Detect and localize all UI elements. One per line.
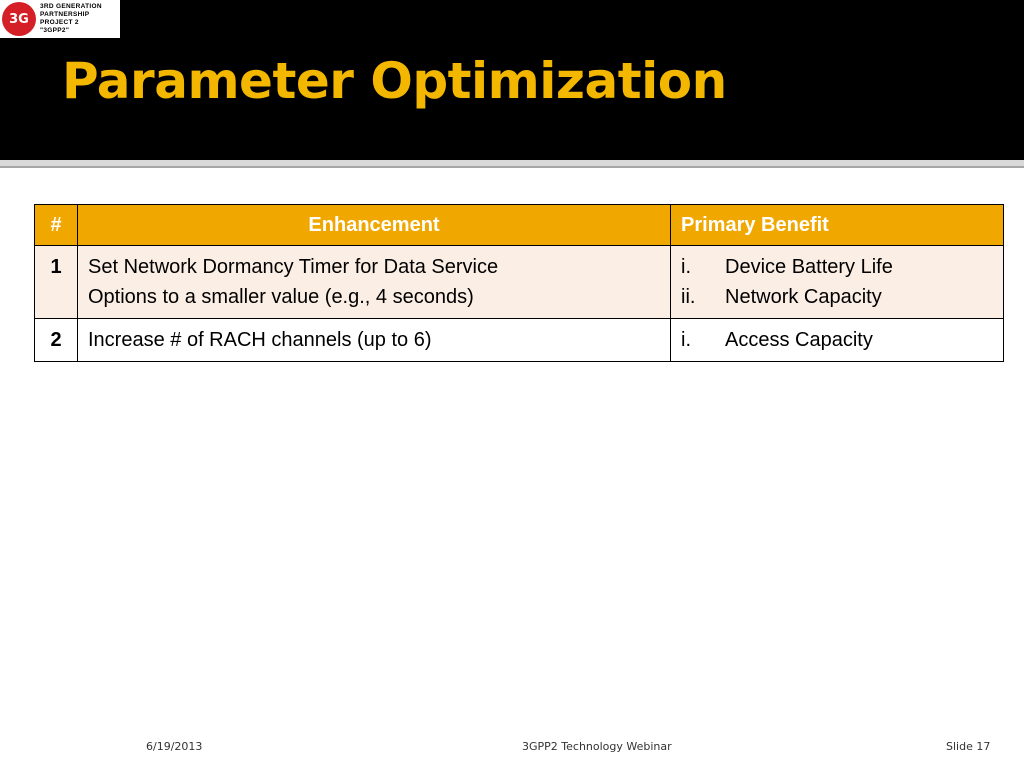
enhancement-text: Set Network Dormancy Timer for Data Service — [88, 256, 499, 278]
column-header-number: # — [35, 205, 78, 246]
benefit-text: Access Capacity — [725, 329, 873, 351]
logo-line: 3RD GENERATION — [40, 3, 102, 10]
table-header-row — [35, 205, 1004, 246]
benefit-item — [681, 282, 993, 312]
row-number: 1 — [35, 246, 78, 319]
enhancement-cell — [78, 246, 671, 319]
logo-line: PROJECT 2 — [40, 19, 79, 26]
enhancement-text: Options to a smaller value (e.g., 4 seconds) — [88, 286, 474, 308]
benefit-text: Network Capacity — [725, 286, 882, 308]
enhancement-cell — [78, 319, 671, 362]
list-marker: i. — [681, 256, 691, 278]
list-marker: ii. — [681, 286, 696, 308]
title-bar — [0, 0, 1024, 160]
enhancement-text: Increase # of RACH channels (up to 6) — [88, 329, 432, 351]
logo-mark: 3G — [2, 2, 36, 36]
benefit-item — [681, 325, 993, 355]
benefit-item — [681, 252, 993, 282]
table-row — [35, 246, 1004, 319]
logo-text — [40, 3, 102, 35]
logo-line: PARTNERSHIP — [40, 11, 90, 18]
enhancements-table — [34, 204, 1004, 362]
benefit-text: Device Battery Life — [725, 256, 893, 278]
table-row — [35, 319, 1004, 362]
column-header-enhancement: Enhancement — [78, 205, 671, 246]
benefit-cell — [671, 319, 1004, 362]
footer-title: 3GPP2 Technology Webinar — [522, 740, 672, 753]
logo-line: "3GPP2" — [40, 27, 70, 34]
title-divider-shadow — [0, 166, 1024, 168]
3gpp2-logo — [0, 0, 120, 38]
column-header-benefit: Primary Benefit — [671, 205, 1004, 246]
footer-date: 6/19/2013 — [146, 740, 203, 753]
row-number: 2 — [35, 319, 78, 362]
slide-title: Parameter Optimization — [62, 52, 727, 110]
slide-number: Slide 17 — [946, 740, 991, 753]
benefit-cell — [671, 246, 1004, 319]
list-marker: i. — [681, 329, 691, 351]
